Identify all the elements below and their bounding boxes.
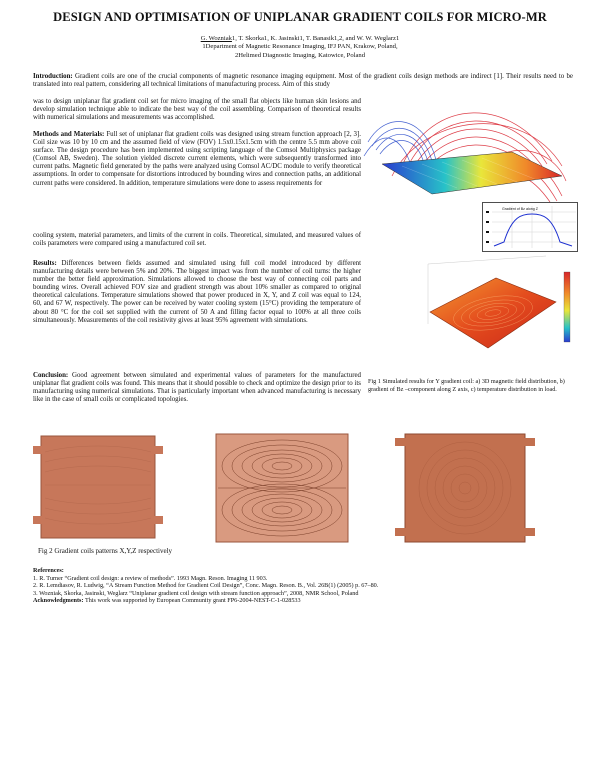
field-lines-svg bbox=[362, 106, 567, 202]
references-block bbox=[33, 567, 573, 605]
author-line bbox=[0, 35, 600, 43]
fig2-y-coil-photo bbox=[214, 432, 350, 544]
heated-coil-plate bbox=[430, 278, 556, 348]
conclusion-heading: Conclusion: bbox=[33, 372, 69, 379]
first-author: G. Wozniak bbox=[200, 35, 232, 42]
fig2-caption: Fig 2 Gradient coils patterns X,Y,Z respectively bbox=[38, 547, 173, 555]
results-paragraph bbox=[33, 260, 361, 325]
temperature-colorbar bbox=[564, 272, 570, 342]
methods-paragraph bbox=[33, 131, 361, 188]
reference-item: 2. R. Lemdiasov, R. Ludwig, “A Stream Function Method for Gradient Coil Design”, Conc. Magn. Reson. B., Vol. 26B(1) (2005) p. 67–80. bbox=[33, 582, 379, 589]
reference-item: 1. R. Turner “Gradient coil design: a review of methods”. 1993 Magn. Reson. Imaging 11 903. bbox=[33, 574, 268, 582]
introduction-continued: was to design uniplanar flat gradient coil set for micro imaging of the small flat objects like human skin lesions and develop simulation technique able to indicate the best way of the coil assembling. Comparison of theoretical results with numerical simulations and measurements was accomplished. bbox=[33, 98, 361, 122]
fig1a-field-distribution bbox=[362, 106, 567, 202]
results-heading: Results: bbox=[33, 260, 57, 267]
references-heading: References: bbox=[33, 567, 64, 574]
other-authors: 1, T. Skorka1, K. Jasinski1, T. Banasik1,2, and W. W. Weglarz1 bbox=[231, 35, 400, 42]
methods-heading: Methods and Materials: bbox=[33, 131, 105, 138]
introduction-paragraph bbox=[33, 73, 573, 89]
affiliation-2: 2Helimed Diagnostic Imaging, Katowice, Poland bbox=[234, 51, 365, 59]
poster-title: DESIGN AND OPTIMISATION OF UNIPLANAR GRADIENT COILS FOR MICRO-MR bbox=[53, 10, 547, 24]
reference-item: 3. Wozniak, Skorka, Jasinski, Weglarz “Uniplanar gradient coil design with stream function approach”, 2008, NMR School, Poland bbox=[33, 589, 359, 597]
acknowledgments-text: This work was supported by European Community grant FP6-2004-NEST-C-1-028533 bbox=[83, 597, 301, 604]
acknowledgments-heading: Acknowledgments: bbox=[33, 597, 84, 604]
fig2-z-coil-photo bbox=[395, 428, 535, 548]
fig2-x-coil-photo bbox=[33, 432, 163, 542]
methods-continued: cooling system, material parameters, and limits of the current in coils. Theoretical, simulated, and measured values of coils parameters were compared using a manufactured coil set. bbox=[33, 232, 361, 248]
conclusion-text: Good agreement between simulated and experimental values of parameters for the manufactured uniplanar flat gradient coils was found. This means that it should possible to check and optimize the design prior to its manufacturing using numerical simulations. That is particularly important when advanced manufacturing is necessary like in the case of small coils or complicated topologies. bbox=[33, 372, 361, 404]
introduction-text: Gradient coils are one of the crucial components of magnetic resonance imaging equipment. Most of the gradient coils design methods are indirect [1]. Their results need to be translated into real pattern, considering all technical limitations of manufacturing process. Aim of this study bbox=[33, 73, 573, 89]
results-text: Differences between fields assumed and simulated using full coil model introduced by different manufacturing details were between 5% and 20%. The biggest impact was from the number of coil turns: the higher number the better field approximation. Simulations allowed to choose the best way of connecting coil parts and bounding wires. Overall achieved FOV size and gradient strength was about 10% smaller as compared to original theoretical calculations. Temperature simulations showed that power produced in X, Y, and Z coil was equal to 124, 60, and 67 W, respectively. The power can be received by water cooling system (15°C) providing the temperature of about 80 °C for the coil set supplied with the current of 50 A and filling factor equal to 100% at all three coils simultaneously. Measurements of the coil resistivity gives at least 95% agreement with simulations. bbox=[33, 260, 361, 324]
fig1-caption: Fig 1 Simulated results for Y gradient coil: a) 3D magnetic field distribution, b) gradient of Bz –component along Z axis, c) temperature distribution in load. bbox=[368, 378, 565, 393]
fig1b-gradient-plot bbox=[482, 202, 578, 252]
fig1c-temperature-distribution bbox=[426, 254, 578, 356]
introduction-heading: Introduction: bbox=[33, 73, 73, 80]
methods-text: Full set of uniplanar flat gradient coils was designed using stream function approach [2, 3]. Coil size was 10 by 10 cm and the assumed field of view (FOV) 1.5x0.15x1.5cm with the centre 5.5 mm above coil surface. The design procedure has been implemented using scripting language of the Comsol Multiphysics package (Comsol AB, Sweden). The solution yielded discrete current elements, which were subsequently transformed into current paths. Magnetic field generated by the paths were analyzed using Comsol AC/DC module to verify theoretical assumptions. In order to compensate for distortions introduced by bounding wires and connection paths, an additional current paths were considered. In addition, temperature simulations were done to assess requirements for bbox=[33, 131, 361, 187]
conclusion-paragraph bbox=[33, 372, 361, 404]
acknowledgments bbox=[33, 597, 573, 605]
gradient-plot-title: Gradient of Bz along Z bbox=[502, 207, 538, 211]
author-block bbox=[0, 35, 600, 60]
affiliation-1: 1Department of Magnetic Resonance Imaging, IFJ PAN, Krakow, Poland, bbox=[202, 43, 398, 51]
